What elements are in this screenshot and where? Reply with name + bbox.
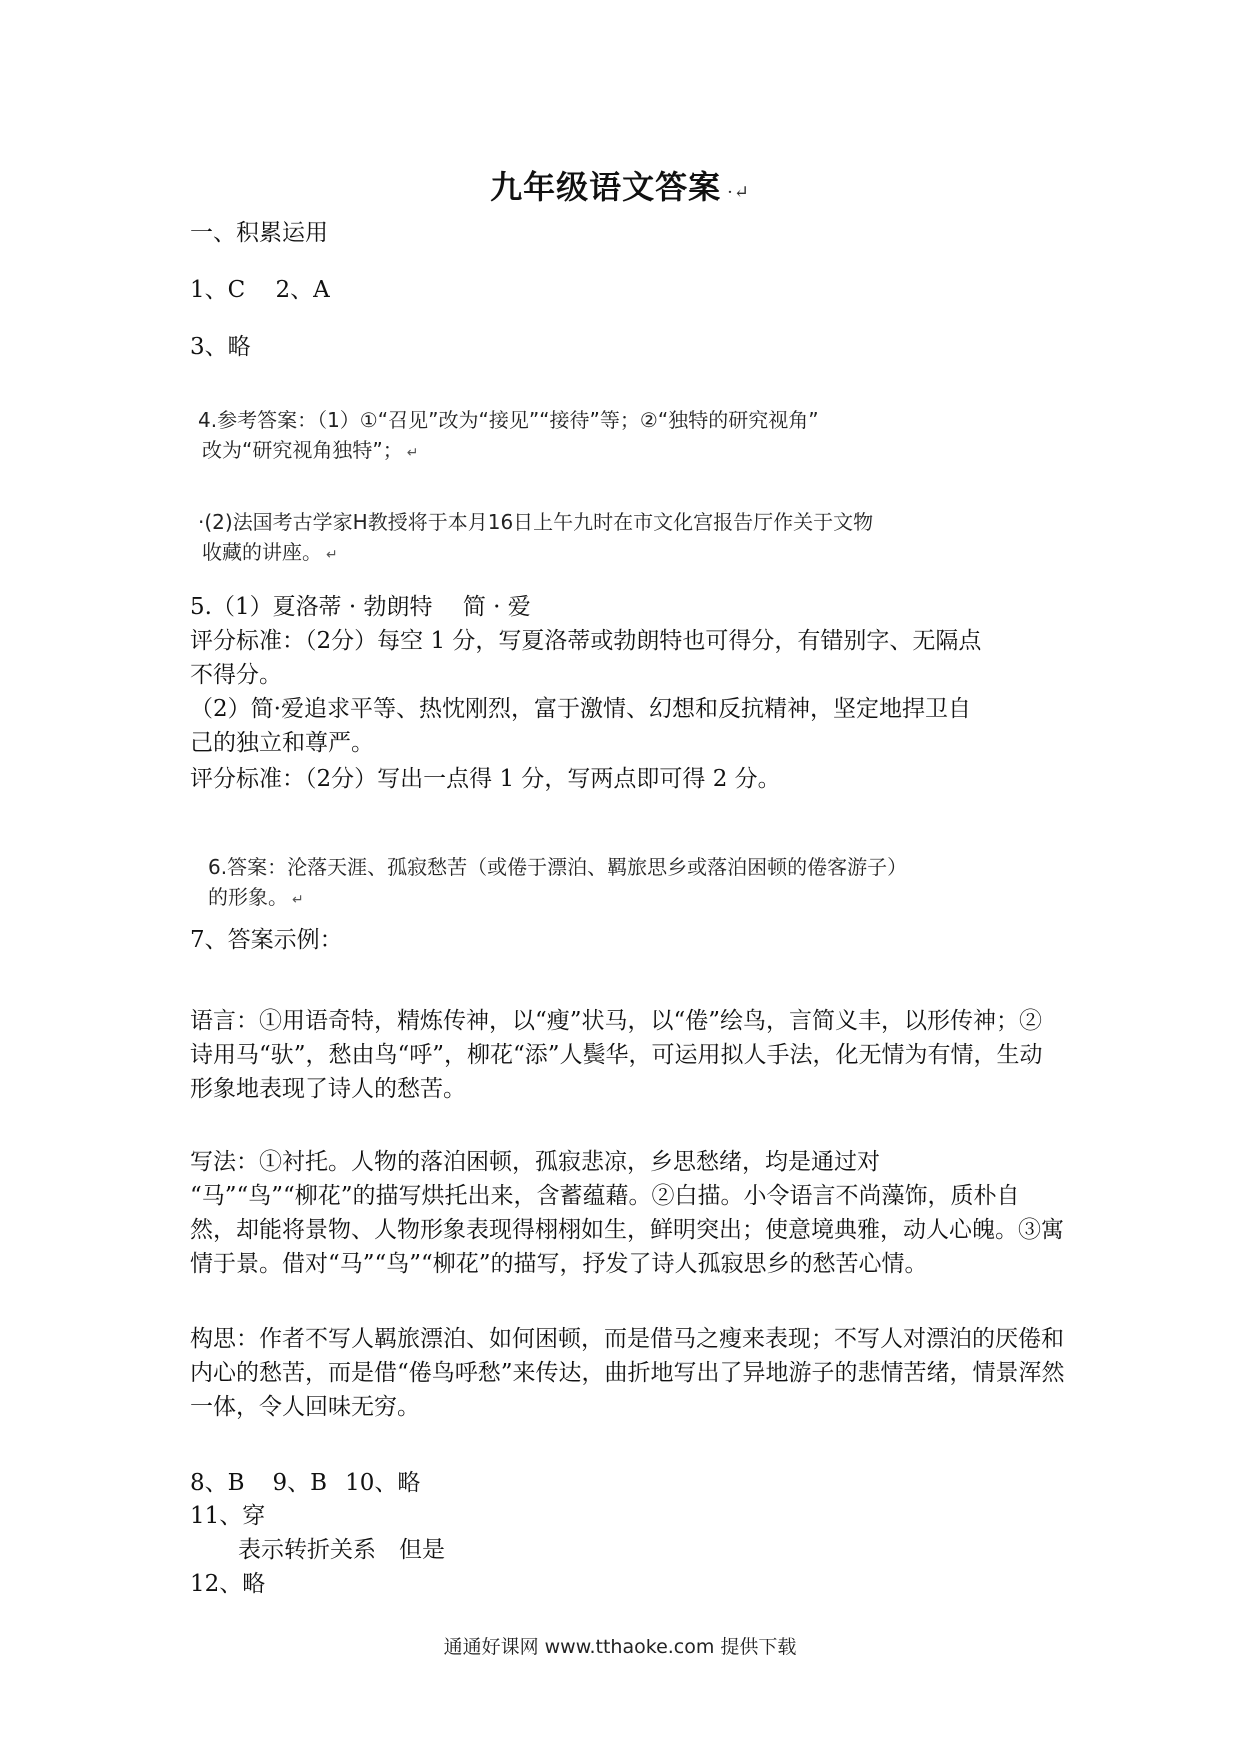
answer-11-line-2: 表示转折关系 但是 [238, 1537, 445, 1563]
answer-8: 8、B [190, 1470, 245, 1496]
title-text: 九年级语文答案 [490, 168, 722, 206]
answer-5-line-6: 评分标准：（2分）写出一点得 1 分，写两点即可得 2 分。 [190, 766, 781, 792]
answer-5-line-4: （2）简·爱追求平等、热忱刚烈，富于激情、幻想和反抗精神，坚定地捍卫自 [190, 696, 971, 722]
answer-6-line-2 [208, 882, 304, 915]
answer-7-heading: 7、答案示例： [190, 927, 343, 953]
answer-4-line-4-text: 收藏的讲座。 [202, 540, 322, 564]
footer-download-note: 通通好课网 www.tthaoke.com 提供下载 [443, 1636, 797, 1658]
answer-6-line-2-text: 的形象。 [208, 885, 288, 909]
return-mark: ↵ [406, 445, 419, 461]
section-heading: 一、积累运用 [190, 220, 328, 246]
answer-3: 3、略 [190, 334, 251, 360]
answer-4-line-2-text: 改为“研究视角独特”； [202, 438, 403, 462]
answer-7-language: 语言：①用语奇特，精炼传神，以“瘦”状马，以“倦”绘鸟，言简义丰，以形传神；②诗用马“驮”，愁由鸟“呼”，柳花“添”人鬓华，可运用拟人手法，化无情为有情，生动形象地表现了诗人的愁苦。 [190, 1008, 1043, 1102]
answer-4-line-4 [202, 537, 338, 570]
answer-7-structure: 构思：作者不写人羁旅漂泊、如何困顿，而是借马之瘦来表现；不写人对漂泊的厌倦和内心的愁苦，而是借“倦鸟呼愁”来传达，曲折地写出了异地游子的悲情苦绪，情景浑然一体，令人回味无穷。 [190, 1326, 1065, 1420]
return-mark: ↵ [292, 892, 304, 908]
answer-5-line-2: 评分标准：（2分）每空 1 分，写夏洛蒂或勃朗特也可得分，有错别字、无隔点 [190, 628, 982, 654]
answer-5-line-3: 不得分。 [190, 662, 282, 688]
answer-7-writing-line-1: 写法：①衬托。人物的落泊困顿，孤寂悲凉，乡思愁绪，均是通过对 [190, 1149, 880, 1175]
answer-9: 9、B [272, 1470, 328, 1496]
answer-1-2: 1、C 2、A [190, 277, 330, 303]
answer-12: 12、略 [190, 1571, 266, 1597]
answer-11-heading: 11、穿 [190, 1503, 266, 1529]
answer-5-line-5: 己的独立和尊严。 [190, 730, 374, 756]
answer-10: 10、略 [345, 1470, 421, 1496]
answer-4-line-2 [202, 435, 418, 468]
answer-7-writing: “马”“鸟”“柳花”的描写烘托出来，含蓄蕴藉。②白描。小令语言不尚藻饰，质朴自然，却能将景物、人物形象表现得栩栩如生，鲜明突出；使意境典雅，动人心魄。③寓情于景。借对“马”“鸟”“柳花”的描写，抒发了诗人孤寂思乡的愁苦心情。 [190, 1183, 1064, 1277]
answer-5-line-1: 5.（1）夏洛蒂 · 勃朗特 简 · 爱 [190, 594, 531, 620]
answer-8-10 [190, 1466, 1060, 1500]
answer-6-line-1: 6.答案：沦落天涯、孤寂愁苦（或倦于漂泊、羁旅思乡或落泊困顿的倦客游子） [208, 855, 908, 879]
paragraph-mark: ·↵ [727, 182, 750, 203]
return-mark: ↵ [326, 547, 338, 563]
page-title [0, 162, 1240, 208]
answer-4-line-1: 4.参考答案：（1）①“召见”改为“接见”“接待”等；②“独特的研究视角” [198, 408, 819, 432]
answer-4-line-3: ·(2)法国考古学家H教授将于本月16日上午九时在市文化宫报告厅作关于文物 [198, 510, 874, 534]
